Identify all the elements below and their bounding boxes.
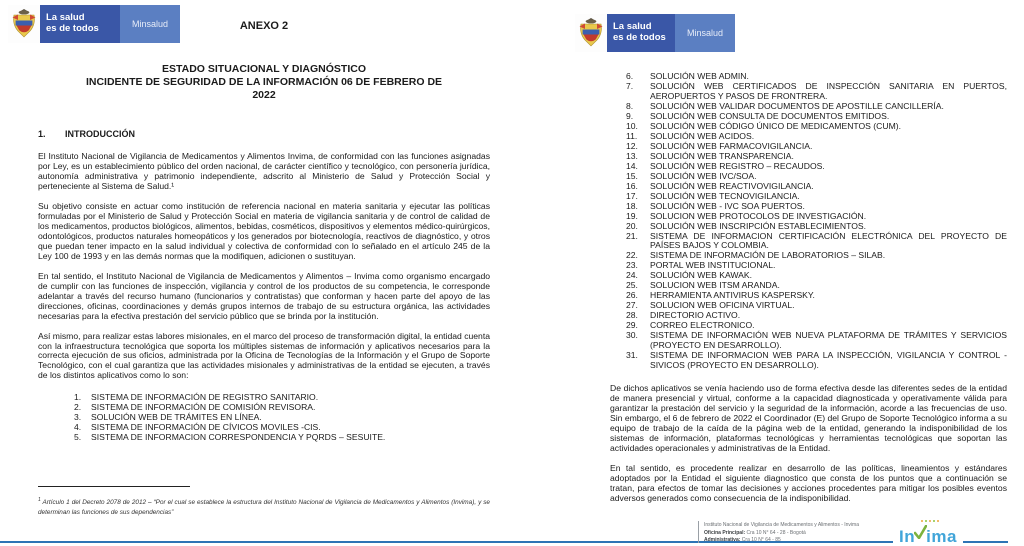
list-item-text: SISTEMA DE INFORMACIÓN DE REGISTRO SANITARIO. bbox=[91, 392, 319, 403]
brand-slogan-line2: es de todos bbox=[46, 23, 99, 34]
list-item-text: SOLUCIÓN WEB VALIDAR DOCUMENTOS DE APOSTILLE CANCILLERÍA. bbox=[650, 100, 944, 111]
brand-slogan-line2: es de todos bbox=[613, 32, 666, 43]
document-title-line2: INCIDENTE DE SEGURIDAD DE LA INFORMACIÓN 06 DE FEBRERO DE bbox=[85, 76, 443, 88]
list-item-number: 8. bbox=[626, 100, 634, 111]
list-item-number: 13. bbox=[626, 150, 638, 161]
footnote bbox=[38, 497, 490, 518]
brand-header-right bbox=[575, 14, 735, 52]
list-item-number: 15. bbox=[626, 170, 638, 181]
document-title bbox=[38, 63, 490, 102]
list-item-text: SOLUCIÓN WEB CÓDIGO ÚNICO DE MEDICAMENTOS (CUM). bbox=[650, 120, 901, 131]
list-item-text: SOLUCIÓN WEB TECNOVIGILANCIA. bbox=[650, 190, 800, 201]
list-item-number: 19. bbox=[626, 210, 638, 221]
invima-logo-suffix: ima bbox=[926, 527, 957, 546]
list-item-text: SOLUCIÓN WEB IVC/SOA. bbox=[650, 170, 757, 181]
document-title-line3: 2022 bbox=[252, 89, 276, 101]
list-item-number: 14. bbox=[626, 160, 638, 171]
paragraph-intro-1: El Instituto Nacional de Vigilancia de Medicamentos y Alimentos Invima, de conformidad con las funciones asignadas por Ley, es un establecimiento público del orden nacional, de carácter científico y tecnológico, con personería jurídica, autonomía administrativa y patrimonio independiente, adscrito al Ministerio de Salud y Protección Social y perteneciente al Sistema de Salud.¹ bbox=[38, 151, 490, 191]
list-item-text: SOLUCIÓN WEB CERTIFICADOS DE INSPECCIÓN SANITARIA EN PUERTOS, AEROPUERTOS Y PASOS DE FRONTRERA. bbox=[650, 80, 1007, 101]
list-item-number: 4. bbox=[74, 422, 82, 433]
brand-la-salud bbox=[607, 14, 675, 52]
list-item-number: 30. bbox=[626, 330, 638, 341]
list-item-text: SOLUCIÓN WEB ACIDOS. bbox=[650, 130, 755, 141]
list-item-number: 21. bbox=[626, 230, 638, 241]
paragraph-intro-4: Así mismo, para realizar estas labores misionales, en el marco del proceso de transformación digital, la entidad cuenta con la infraestructura tecnológica que soporta los múltiples sistemas de información y aplicativos necesarios para la correcta ejecución de sus oficios, administrada por la Oficina de Tecnologías de la Información y el Grupo de Soporte Tecnológico, con el cual garantiza que las actividades misionales y administrativas de la entidad se ejecuten, a través de los distintos aplicativos como lo son: bbox=[38, 330, 490, 381]
section-heading-introduccion bbox=[38, 129, 490, 139]
list-item-text: SOLUCIÓN WEB INSCRIPCIÓN ESTABLECIMIENTOS. bbox=[650, 220, 866, 231]
list-item-number: 26. bbox=[626, 290, 638, 301]
brand-slogan-line1: La salud bbox=[613, 21, 652, 33]
list-item-number: 5. bbox=[74, 432, 82, 443]
invima-logo bbox=[893, 517, 963, 545]
paragraph-intro-3: En tal sentido, el Instituto Nacional de Vigilancia de Medicamentos y Alimentos – Invima como organismo encargado de cumplir con las funciones de inspección, vigilancia y control de los productos de su competencia, le corresponde adelantar a través del recurso humano (funcionarios y contratistas) que conforman y hacen parte del apoyo de las direcciones, oficinas, coordinaciones y demás grupos internos de trabajo de su estructura orgánica, las actividades necesarias para la efectiva prestación del servicio público que se brinda por la institución. bbox=[38, 270, 490, 321]
list-item-number: 3. bbox=[74, 412, 82, 423]
invima-office-line bbox=[704, 530, 876, 537]
page-2-content bbox=[610, 72, 1007, 504]
list-item-number: 24. bbox=[626, 270, 638, 281]
list-item-text: SOLUCIÓN WEB REGISTRO – RECAUDOS. bbox=[650, 160, 825, 171]
list-item-text: HERRAMIENTA ANTIVIRUS KASPERSKY. bbox=[650, 290, 815, 301]
list-item-text: SISTEMA DE INFORMACIÓN DE CÍVICOS MOVILES -CIS. bbox=[91, 422, 321, 433]
list-item-number: 31. bbox=[626, 350, 638, 361]
list-item-text: SOLUCIÓN WEB ADMIN. bbox=[650, 71, 749, 81]
list-item-number: 25. bbox=[626, 280, 638, 291]
list-item-text: DIRECTORIO ACTIVO. bbox=[650, 310, 741, 321]
list-item-number: 27. bbox=[626, 300, 638, 311]
list-item-number: 23. bbox=[626, 260, 638, 271]
invima-logo-prefix: In bbox=[899, 527, 916, 546]
list-item bbox=[626, 351, 1007, 371]
colombia-coat-of-arms-icon bbox=[575, 14, 607, 52]
footer-divider bbox=[698, 521, 699, 543]
footnote-separator bbox=[38, 486, 190, 487]
list-item-number: 6. bbox=[626, 71, 634, 81]
paragraph-availability: De dichos aplicativos se venía haciendo uso de forma efectiva desde las diferentes sedes de la entidad de manera presencial y virtual, conforme a la capacidad diagnosticada y operativamente válida para garantizar la prestación del servicio y la seguridad de la información, acorde a las frecuencias de uso. Sin embargo, el 6 de febrero de 2022 el Coordinador (E) del Grupo de Soporte Tecnológico informa a su equipo de trabajo de la caída de la página web de la entidad, generando la indisponibilidad de los sistemas de información, plataformas tecnológicas y herramientas tecnológicas que soportan las actividades operacionales y administrativas de la Entidad. bbox=[610, 383, 1007, 453]
list-item bbox=[74, 433, 490, 443]
list-item-text: SISTEMA DE INFORMACION CERTIFICACIÓN ELECTRÓNICA DEL PROYECTO DE PAÍSES BAJOS Y COLOMBIA. bbox=[650, 230, 1007, 251]
admin-label: Administrativa: bbox=[704, 536, 741, 543]
paragraph-diagnostic: En tal sentido, es procedente realizar en desarrollo de las políticas, lineamientos y estándares adoptados por la Entidad el siguiente diagnostico que consta de los puntos que a continuación se tratan, para efectos de tomar las decisiones y acciones procedentes para mitigar los posibles eventos adversos generados como consecuencia de la indisponibilidad. bbox=[610, 462, 1007, 503]
list-item-number: 22. bbox=[626, 250, 638, 261]
list-item bbox=[626, 232, 1007, 252]
admin-value: Cra 10 N° 64 - 85 bbox=[741, 536, 781, 543]
brand-minsalud: Minsalud bbox=[120, 5, 180, 43]
invima-logo-dots bbox=[921, 520, 939, 522]
list-item-text: CORREO ELECTRONICO. bbox=[650, 320, 755, 331]
applications-list-1-5 bbox=[74, 393, 490, 443]
list-item-text: SOLUCIÓN WEB REACTIVOVIGILANCIA. bbox=[650, 180, 814, 191]
document-title-line1: ESTADO SITUACIONAL Y DIAGNÓSTICO bbox=[162, 63, 366, 75]
list-item-number: 10. bbox=[626, 120, 638, 131]
list-item-text: SISTEMA DE INFORMACION WEB PARA LA INSPECCIÓN, VIGILANCIA Y CONTROL - SIVICOS (PROYECTO EN DESARROLLO). bbox=[650, 350, 1007, 371]
office-label: Oficina Principal: bbox=[704, 529, 746, 536]
list-item-text: SISTEMA DE INFORMACIÓN WEB NUEVA PLATAFORMA DE TRÁMITES Y SERVICIOS (PROYECTO EN DESARROLLO). bbox=[650, 330, 1007, 351]
list-item-text: SOLUCIÓN WEB KAWAK. bbox=[650, 270, 753, 281]
list-item-number: 16. bbox=[626, 180, 638, 191]
list-item-text: SOLUCIÓN WEB - IVC SOA PUERTOS. bbox=[650, 200, 805, 211]
page-1-content bbox=[38, 63, 490, 443]
list-item-text: SISTEMA DE INFORMACIÓN DE LABORATORIOS – SILAB. bbox=[650, 250, 886, 261]
invima-institution-line: Instituto Nacional de Vigilancia de Medicamentos y Alimentos - Invima bbox=[704, 522, 859, 528]
invima-footer bbox=[698, 521, 957, 546]
list-item-number: 28. bbox=[626, 310, 638, 321]
list-item bbox=[626, 331, 1007, 351]
footnote-text: Artículo 1 del Decreto 2078 de 2012 – “Por el cual se establece la estructura del Instituto Nacional de Vigilancia de Medicamentos y Alimentos (Invima), y se determinan las funciones de sus dependencias” bbox=[38, 499, 490, 517]
colombia-coat-of-arms-icon bbox=[8, 5, 40, 43]
list-item-number: 2. bbox=[74, 402, 82, 413]
annex-title: ANEXO 2 bbox=[239, 20, 289, 32]
list-item-number: 17. bbox=[626, 190, 638, 201]
footnote-marker: 1 bbox=[38, 497, 41, 503]
list-item-number: 18. bbox=[626, 200, 638, 211]
list-item-text: SOLUCION WEB ITSM ARANDA. bbox=[650, 280, 780, 291]
list-item-text: SISTEMA DE INFORMACIÓN DE COMISIÓN REVISORA. bbox=[91, 402, 316, 413]
list-item bbox=[626, 82, 1007, 102]
list-item-text: SISTEMA DE INFORMACION CORRESPONDENCIA Y PQRDS – SESUITE. bbox=[91, 432, 386, 443]
paragraph-intro-2: Su objetivo consiste en actuar como institución de referencia nacional en materia sanitaria y ejecutar las políticas formuladas por el Ministerio de Salud y Protección Social en materia de vigilancia sanitaria y de control de calidad de los medicamentos, productos biológicos, alimentos, bebidas, cosméticos, dispositivos y elementos médico-quirúrgicos, odontológicos, productos naturales homeopáticos y los generados por biotecnología, reactivos de diagnóstico, y otros que puedan tener impacto en la salud individual y colectiva de conformidad con lo señalado en el artículo 245 de la Ley 100 de 1993 y en las demás normas que la modifiquen, adicionen o sustituyan. bbox=[38, 200, 490, 261]
section-number: 1. bbox=[38, 129, 46, 139]
list-item-text: SOLUCIÓN WEB TRANSPARENCIA. bbox=[650, 150, 794, 161]
list-item-text: SOLUCION WEB OFICINA VIRTUAL. bbox=[650, 300, 795, 311]
invima-admin-line bbox=[704, 537, 876, 544]
list-item-number: 29. bbox=[626, 320, 638, 331]
footnote-block bbox=[38, 486, 490, 518]
brand-minsalud: Minsalud bbox=[675, 14, 735, 52]
list-item-number: 20. bbox=[626, 220, 638, 231]
list-item-text: SOLUCIÓN WEB CONSULTA DE DOCUMENTOS EMITIDOS. bbox=[650, 110, 890, 121]
list-item-number: 7. bbox=[626, 80, 634, 91]
list-item-number: 1. bbox=[74, 392, 82, 403]
list-item-text: SOLUCIÓN WEB DE TRÁMITES EN LÍNEA. bbox=[91, 412, 262, 423]
list-item-number: 9. bbox=[626, 110, 634, 121]
list-item-number: 12. bbox=[626, 140, 638, 151]
section-label: INTRODUCCIÓN bbox=[65, 129, 135, 139]
list-item bbox=[626, 222, 1007, 232]
office-value: Cra 10 N° 64 - 28 - Bogotá bbox=[746, 529, 806, 536]
list-item-text: SOLUCIÓN WEB FARMACOVIGILANCIA. bbox=[650, 140, 813, 151]
invima-address-block bbox=[704, 521, 876, 543]
page-2 bbox=[556, 0, 1024, 546]
brand-slogan-line1: La salud bbox=[46, 12, 85, 24]
list-item-text: SOLUCION WEB PROTOCOLOS DE INVESTIGACIÓN. bbox=[650, 210, 867, 221]
applications-list-6-31 bbox=[626, 72, 1007, 371]
list-item-text: PORTAL WEB INSTITUCIONAL. bbox=[650, 260, 776, 271]
list-item-number: 11. bbox=[626, 130, 638, 141]
